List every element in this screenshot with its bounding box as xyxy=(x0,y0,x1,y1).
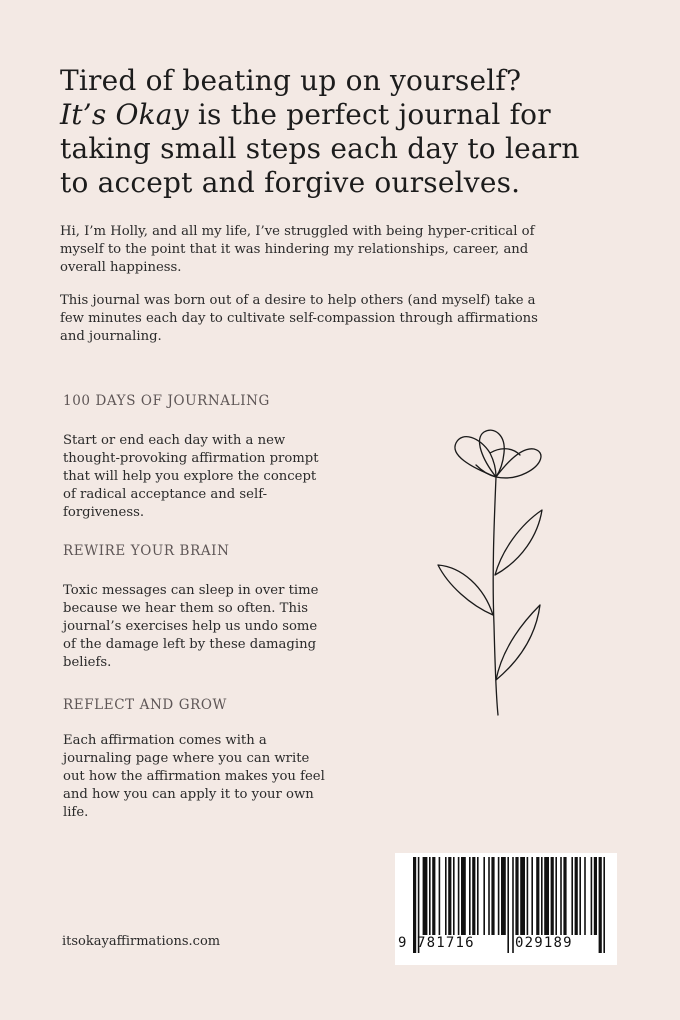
intro-paragraph-1: Hi, I’m Holly, and all my life, I’ve struggled with being hyper-critical of myself to the point that it was hindering my relationships, career, and overall happiness. xyxy=(60,224,535,275)
barcode-bar xyxy=(472,857,475,935)
barcode-digits xyxy=(395,935,617,957)
barcode-bar xyxy=(520,857,525,935)
headline-line-2: is the perfect journal for xyxy=(188,98,551,131)
barcode-bar xyxy=(469,857,471,935)
barcode-bar xyxy=(491,857,494,935)
flower-line-drawing-icon xyxy=(430,425,570,720)
book-title: It’s Okay xyxy=(60,98,189,131)
barcode-bar xyxy=(563,857,566,935)
section-heading-rewire: REWIRE YOUR BRAIN xyxy=(63,543,230,559)
barcode-bar xyxy=(531,857,533,935)
barcode-bar xyxy=(591,857,593,935)
barcode-right-group: 029189 xyxy=(515,935,573,951)
barcode-bar xyxy=(432,857,435,935)
barcode-bar xyxy=(560,857,562,935)
barcode-bar xyxy=(477,857,479,935)
intro-paragraph-2: This journal was born out of a desire to help others (and myself) take a few minutes each day to cultivate self-compassion through affirmations and journaling. xyxy=(60,293,538,344)
barcode-bar xyxy=(461,857,466,935)
website-url: itsokayaffirmations.com xyxy=(62,934,221,949)
barcode-bar xyxy=(458,857,460,935)
barcode-bar xyxy=(515,857,518,935)
headline-line-4: to accept and forgive ourselves. xyxy=(60,166,521,199)
section-text-rewire: Toxic messages can sleep in over time because we hear them so often. This journal’s exercises help us undo some of the damage left by these damaging beliefs. xyxy=(63,583,319,670)
barcode-leading-digit: 9 xyxy=(398,935,407,951)
barcode xyxy=(395,853,617,965)
headline-line-1: Tired of beating up on yourself? xyxy=(60,64,522,97)
barcode-bar xyxy=(541,857,543,935)
section-text-reflect: Each affirmation comes with a journaling page where you can write out how the affirmation makes you feel and how you can apply it to your own life. xyxy=(63,733,325,820)
section-heading-journaling: 100 DAYS OF JOURNALING xyxy=(63,393,270,409)
barcode-bar xyxy=(544,857,549,935)
barcode-bar xyxy=(584,857,586,935)
barcode-bar xyxy=(555,857,557,935)
barcode-left-group: 781716 xyxy=(417,935,475,951)
section-text-journaling: Start or end each day with a new thought-provoking affirmation prompt that will help you explore the concept of radical acceptance and self-forgiveness. xyxy=(63,433,319,520)
barcode-bar xyxy=(423,857,428,935)
section-heading-reflect: REFLECT AND GROW xyxy=(63,697,227,713)
barcode-bar xyxy=(575,857,578,935)
barcode-bar xyxy=(488,857,490,935)
barcode-bar xyxy=(501,857,506,935)
barcode-bar xyxy=(551,857,554,935)
barcode-bar xyxy=(439,857,441,935)
barcode-bar xyxy=(527,857,529,935)
barcode-bar xyxy=(536,857,539,935)
barcode-bar xyxy=(594,857,597,935)
barcode-bar xyxy=(445,857,447,935)
barcode-bar xyxy=(498,857,500,935)
barcode-bar xyxy=(429,857,431,935)
headline xyxy=(60,64,640,200)
barcode-bar xyxy=(571,857,573,935)
barcode-bar xyxy=(448,857,451,935)
barcode-bar xyxy=(453,857,455,935)
barcode-bar xyxy=(483,857,485,935)
headline-line-3: taking small steps each day to learn xyxy=(60,132,580,165)
barcode-bar xyxy=(579,857,581,935)
